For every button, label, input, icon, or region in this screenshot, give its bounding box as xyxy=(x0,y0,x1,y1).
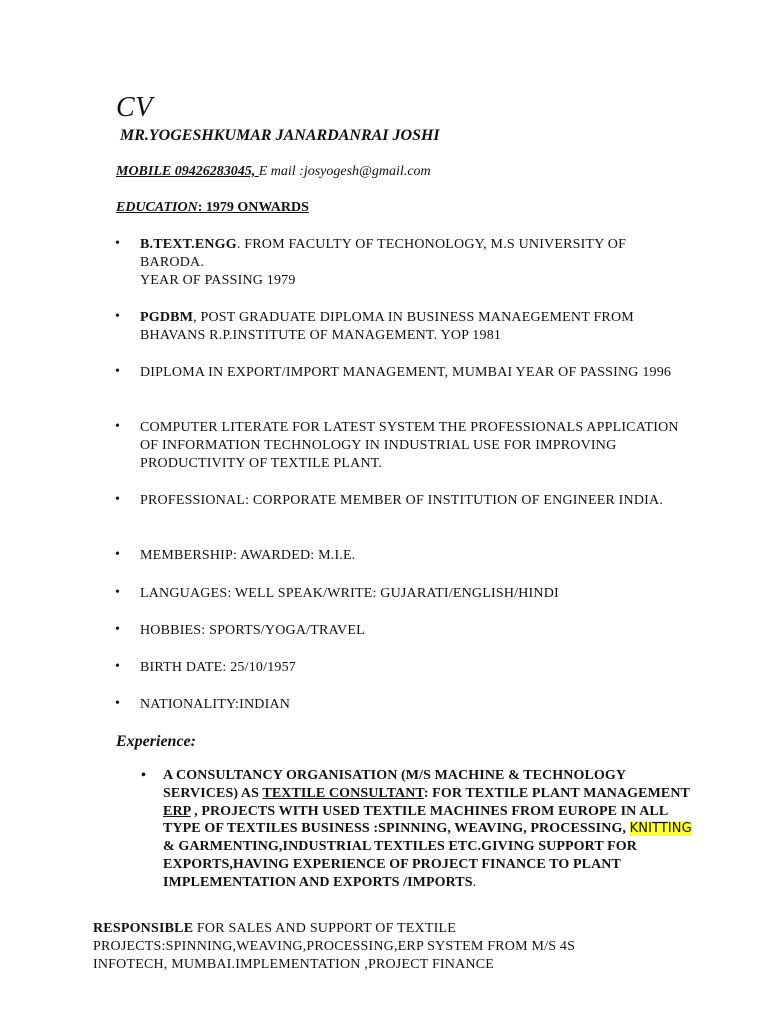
list-item xyxy=(115,309,680,345)
exp-erp: ERP xyxy=(163,803,191,819)
item-text-line2: YEAR OF PASSING 1979 xyxy=(140,273,296,288)
list-item xyxy=(115,492,680,510)
list-item xyxy=(115,547,680,565)
contact-line xyxy=(116,164,431,180)
item-text: COMPUTER LITERATE FOR LATEST SYSTEM THE PROFESSIONALS APPLICATION OF INFORMATION TECHNOLOGY IN INDUSTRIAL USE FOR IMPROVING PRODUCTIVITY OF TEXTILE PLANT. xyxy=(140,420,679,471)
education-heading xyxy=(116,200,309,216)
experience-item xyxy=(141,767,693,892)
education-period: 1979 ONWARDS xyxy=(205,200,309,215)
item-text: HOBBIES: SPORTS/YOGA/TRAVEL xyxy=(140,623,365,638)
bullet-icon: • xyxy=(115,236,121,251)
experience-colon: : xyxy=(190,733,196,750)
list-item xyxy=(115,419,680,473)
exp-part3: , PROJECTS WITH USED TEXTILE MACHINES FROM EUROPE IN ALL TYPE OF TEXTILES BUSINESS :SPINNING, WEAVING, PROCESSING, xyxy=(163,803,668,837)
list-item xyxy=(115,696,680,714)
bullet-icon: • xyxy=(115,585,121,600)
bullet-icon: • xyxy=(141,768,147,783)
exp-role: TEXTILE CONSULTANT xyxy=(262,785,424,801)
item-text: MEMBERSHIP: AWARDED: M.I.E. xyxy=(140,548,356,563)
list-item xyxy=(115,659,680,677)
document-title: CV xyxy=(116,92,153,123)
item-text: BIRTH DATE: 25/10/1957 xyxy=(140,660,297,675)
exp-highlight: KNITTING xyxy=(629,821,692,837)
bullet-icon: • xyxy=(115,622,121,637)
responsible-bold: RESPONSIBLE xyxy=(93,921,194,936)
candidate-name: MR.YOGESHKUMAR JANARDANRAI JOSHI xyxy=(120,127,440,144)
item-text: NATIONALITY:INDIAN xyxy=(140,697,291,712)
item-text: , POST GRADUATE DIPLOMA IN BUSINESS MANAEGEMENT FROM BHAVANS R.P.INSTITUTE OF MANAGEMENT. YOP 1981 xyxy=(140,310,634,343)
bullet-icon: • xyxy=(115,309,121,324)
experience-heading xyxy=(116,733,196,751)
list-item xyxy=(115,364,680,382)
bullet-icon: • xyxy=(115,659,121,674)
item-bold: PGDBM xyxy=(140,310,194,325)
bullet-icon: • xyxy=(115,492,121,507)
exp-part4: & GARMENTING,INDUSTRIAL TEXTILES ETC.GIVING SUPPORT FOR EXPORTS,HAVING EXPERIENCE OF PROJECT FINANCE TO PLANT IMPLEMENTATION AND EXPORTS /IMPORTS xyxy=(163,839,637,890)
mobile-number: MOBILE 09426283045, xyxy=(116,164,259,179)
exp-part2: : FOR TEXTILE PLANT MANAGEMENT xyxy=(423,785,690,801)
bullet-icon: • xyxy=(115,547,121,562)
list-item xyxy=(115,236,680,290)
list-item xyxy=(115,622,680,640)
email-address: E mail :josyogesh@gmail.com xyxy=(258,164,431,179)
item-text: LANGUAGES: WELL SPEAK/WRITE: GUJARATI/ENGLISH/HINDI xyxy=(140,586,559,601)
bullet-icon: • xyxy=(115,364,121,379)
list-item xyxy=(115,585,680,603)
education-label: EDUCATION xyxy=(116,200,198,215)
item-text: DIPLOMA IN EXPORT/IMPORT MANAGEMENT, MUMBAI YEAR OF PASSING 1996 xyxy=(140,365,672,380)
exp-end: . xyxy=(472,874,477,890)
bullet-icon: • xyxy=(115,419,121,434)
item-bold: B.TEXT.ENGG xyxy=(140,237,237,252)
exp-part1: A CONSULTANCY ORGANISATION (M/S MACHINE & TECHNOLOGY SERVICES) AS xyxy=(163,768,626,801)
responsible-text: FOR SALES AND SUPPORT OF TEXTILE PROJECTS:SPINNING,WEAVING,PROCESSING,ERP SYSTEM FROM M/S 4S INFOTECH, MUMBAI.IMPLEMENTATION ,PROJECT FINANCE xyxy=(93,921,576,972)
item-text: PROFESSIONAL: CORPORATE MEMBER OF INSTITUTION OF ENGINEER INDIA. xyxy=(140,493,664,508)
item-text: . FROM FACULTY OF TECHONOLOGY, M.S UNIVERSITY OF BARODA. xyxy=(140,237,627,270)
experience-label: Experience xyxy=(116,733,191,750)
responsible-paragraph xyxy=(93,920,653,974)
bullet-icon: • xyxy=(115,696,121,711)
education-sep: : xyxy=(197,200,206,215)
